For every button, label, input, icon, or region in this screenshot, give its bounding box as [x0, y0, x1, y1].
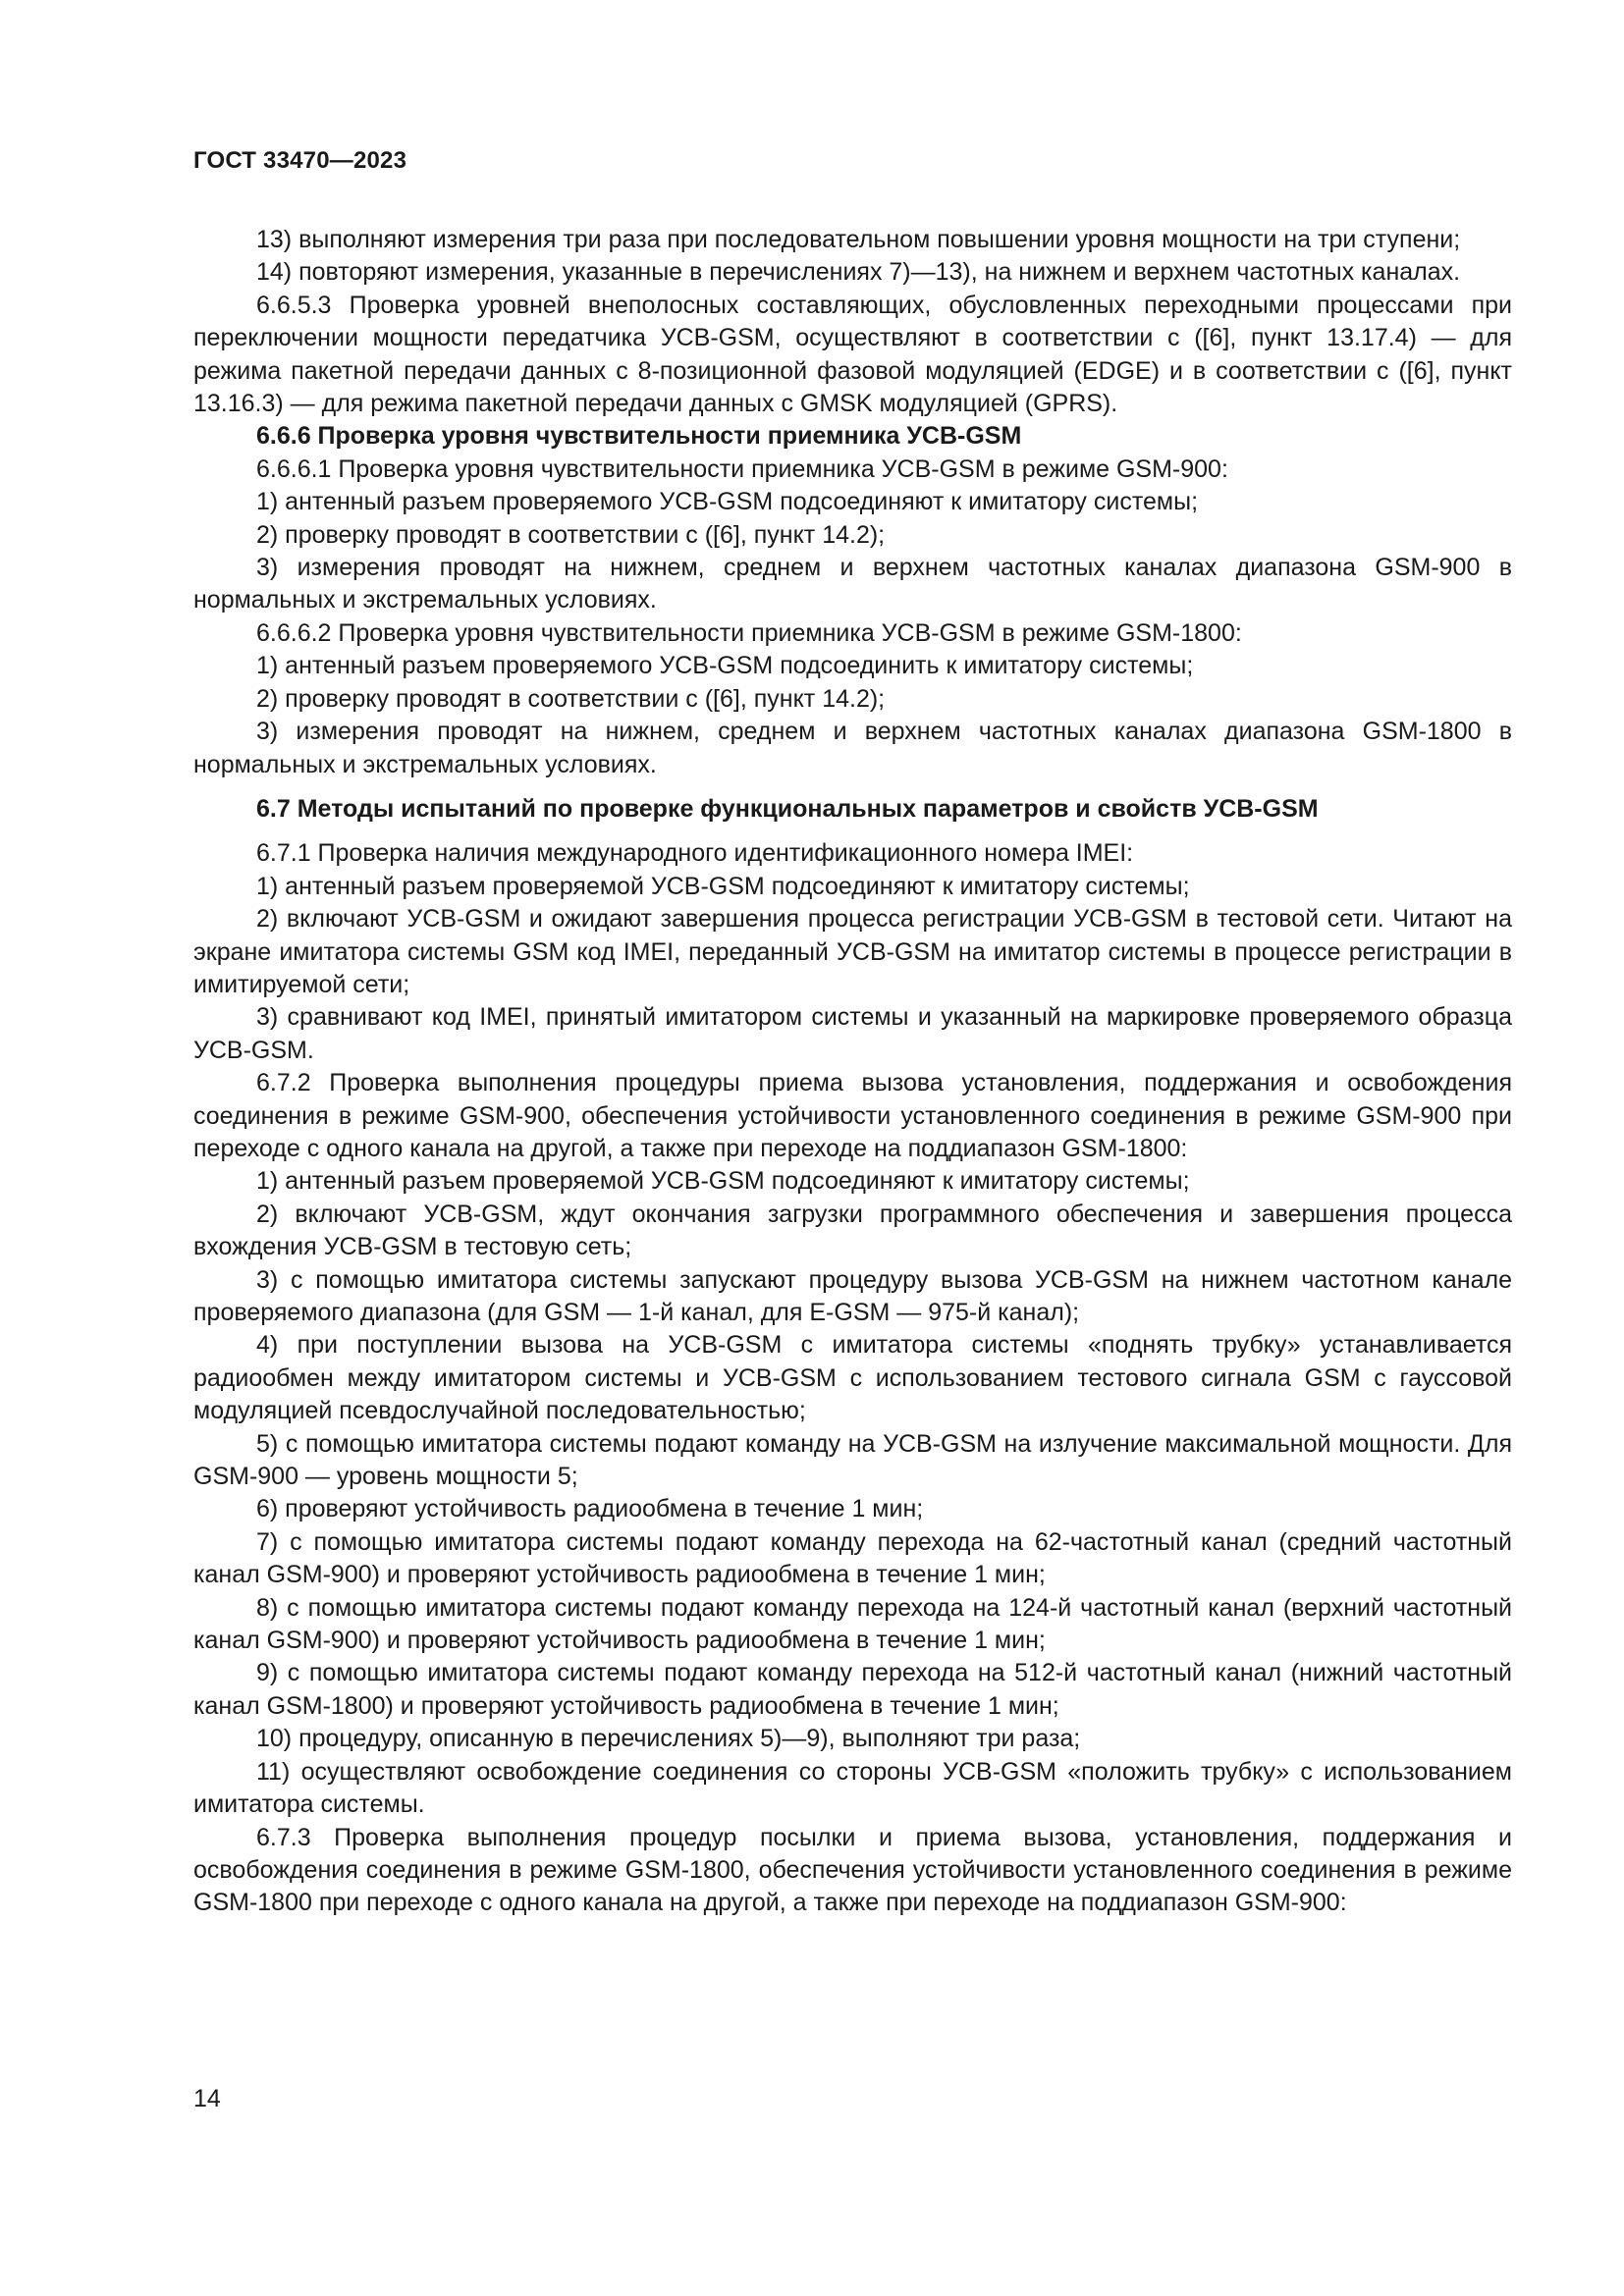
paragraph: 14) повторяют измерения, указанные в перечислениях 7)—13), на нижнем и верхнем частотных каналах. [256, 258, 1461, 287]
list-item: 1) антенный разъем проверяемого УСВ-GSM подсоединяют к имитатору системы; [256, 488, 1199, 516]
section-heading: 6.7 Методы испытаний по проверке функциональных параметров и свойств УСВ-GSM [256, 794, 1319, 823]
list-item: 9) с помощью имитатора системы подают команду перехода на 512-й частотный канал (нижний частотный канал GSM-1800) и проверяют устойчивость радиообмена в течение 1 мин; [193, 1659, 1512, 1720]
list-item: 5) с помощью имитатора системы подают команду на УСВ-GSM на излучение максимальной мощности. Для GSM-900 — уровень мощности 5; [193, 1429, 1512, 1491]
paragraph: 6.6.6.1 Проверка уровня чувствительности приемника УСВ-GSM в режиме GSM-900: [256, 454, 1228, 483]
list-item: 2) проверку проводят в соответствии с ([6], пункт 14.2); [256, 684, 886, 713]
document-body [193, 224, 1512, 1920]
paragraph: 13) выполняют измерения три раза при последовательном повышении уровня мощности на три ступени; [256, 226, 1461, 253]
paragraph: 6.6.6.2 Проверка уровня чувствительности приемника УСВ-GSM в режиме GSM-1800: [256, 618, 1242, 647]
list-item: 2) включают УСВ-GSM, ждут окончания загрузки программного обеспечения и завершения процесса вхождения УСВ-GSM в тестовую сеть; [193, 1200, 1512, 1261]
paragraph: 6.7.2 Проверка выполнения процедуры приема вызова установления, поддержания и освобождения соединения в режиме GSM-900, обеспечения устойчивости установленного соединения в режиме GSM-900 при переходе с одного канала на другой, а также при переходе на поддиапазон GSM-1800: [193, 1069, 1512, 1162]
list-item: 4) при поступлении вызова на УСВ-GSM с имитатора системы «поднять трубку» устанавливается радиообмен между имитатором системы и УСВ-GSM с использованием тестового сигнала GSM с гауссовой модуляцией псевдослучайной последовательностью; [193, 1331, 1512, 1425]
list-item: 3) сравнивают код IMEI, принятый имитатором системы и указанный на маркировке проверяемого образца УСВ-GSM. [193, 1003, 1512, 1064]
paragraph: 6.6.5.3 Проверка уровней внеполосных составляющих, обусловленных переходными процессами при переключении мощности передатчика УСВ-GSM, осуществляют в соответствии с ([6], пункт 13.17.4) — для режима пакетной передачи данных с 8-позиционной фазовой модуляцией (EDGE) и в соответствии с ([6], пункт 13.16.3) — для режима пакетной передачи данных с GMSK модуляцией (GPRS). [193, 291, 1512, 418]
list-item: 11) осуществляют освобождение соединения со стороны УСВ-GSM «положить трубку» с использованием имитатора системы. [193, 1757, 1512, 1819]
list-item: 2) проверку проводят в соответствии с ([6], пункт 14.2); [256, 520, 886, 549]
list-item: 3) измерения проводят на нижнем, среднем и верхнем частотных каналах диапазона GSM-1800 в нормальных и экстремальных условиях. [193, 718, 1512, 778]
list-item: 8) с помощью имитатора системы подают команду перехода на 124-й частотный канал (верхний частотный канал GSM-900) и проверяют устойчивость радиообмена в течение 1 мин; [193, 1593, 1512, 1655]
list-item: 6) проверяют устойчивость радиообмена в течение 1 мин; [256, 1495, 924, 1523]
paragraph: 6.7.1 Проверка наличия международного идентификационного номера IMEI: [256, 839, 1134, 868]
section-heading: 6.6.6 Проверка уровня чувствительности приемника УСВ-GSM [256, 422, 1022, 451]
list-item: 10) процедуру, описанную в перечислениях 5)—9), выполняют три раза; [256, 1725, 1081, 1753]
list-item: 2) включают УСВ-GSM и ожидают завершения процесса регистрации УСВ-GSM в тестовой сети. Читают на экране имитатора системы GSM код IMEI, переданный УСВ-GSM на имитатор системы в процессе регистрации в имитируемой сети; [193, 905, 1512, 998]
list-item: 3) измерения проводят на нижнем, среднем и верхнем частотных каналах диапазона GSM-900 в нормальных и экстремальных условиях. [193, 554, 1512, 614]
document-header: ГОСТ 33470—2023 [193, 147, 407, 174]
list-item: 7) с помощью имитатора системы подают команду перехода на 62-частотный канал (средний частотный канал GSM-900) и проверяют устойчивость радиообмена в течение 1 мин; [193, 1527, 1512, 1589]
list-item: 1) антенный разъем проверяемой УСВ-GSM подсоединяют к имитатору системы; [256, 1167, 1190, 1196]
list-item: 1) антенный разъем проверяемой УСВ-GSM подсоединяют к имитатору системы; [256, 872, 1190, 900]
list-item: 3) с помощью имитатора системы запускают процедуру вызова УСВ-GSM на нижнем частотном канале проверяемого диапазона (для GSM — 1-й канал, для E-GSM — 975-й канал); [193, 1265, 1512, 1326]
page-number: 14 [193, 2085, 221, 2112]
paragraph: 6.7.3 Проверка выполнения процедур посылки и приема вызова, установления, поддержания и освобождения соединения в режиме GSM-1800, обеспечения устойчивости установленного соединения в режиме GSM-1800 при переходе с одного канала на другой, а также при переходе на поддиапазон GSM-900: [193, 1823, 1512, 1917]
list-item: 1) антенный разъем проверяемого УСВ-GSM подсоединить к имитатору системы; [256, 652, 1194, 680]
